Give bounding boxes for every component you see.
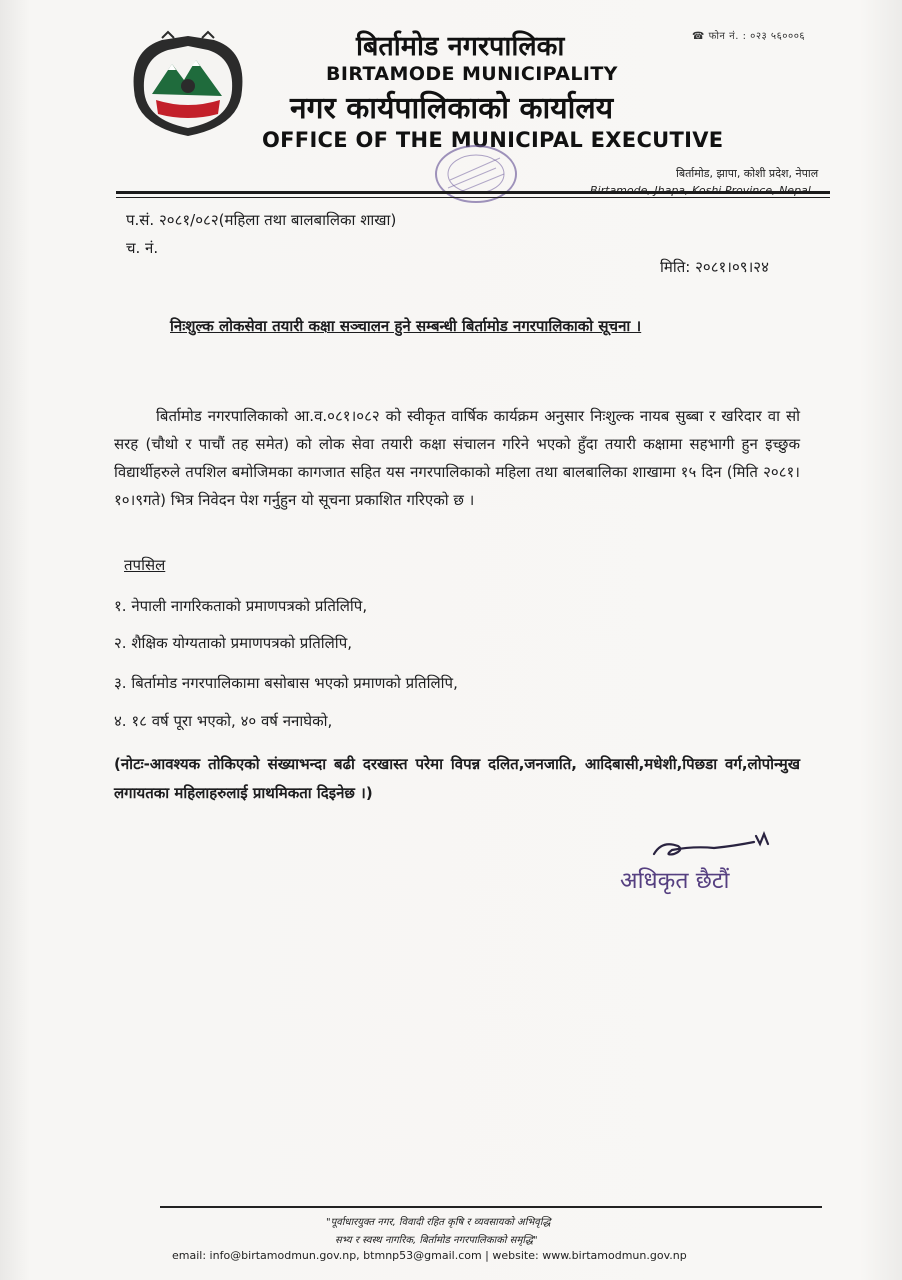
office-name-english: OFFICE OF THE MUNICIPAL EXECUTIVE [262, 128, 724, 152]
footer-slogan-line-2: सभ्य र स्वस्थ नागरिक, बिर्तामोड नगरपालिकाको समृद्धि" [335, 1235, 538, 1246]
office-stamp-seal [430, 140, 522, 204]
letterhead-divider-thin [116, 197, 830, 198]
handwritten-signature [644, 828, 784, 868]
notice-body-paragraph: बिर्तामोड नगरपालिकाको आ.व.०८१।०८२ को स्वीकृत वार्षिक कार्यक्रम अनुसार निःशुल्क नायब सुब्बा र खरिदार वा सो सरह (चौथो र पाचौं तह समेत) को लोक सेवा तयारी कक्षा संचालन गरिने भएको हुँदा तयारी कक्षामा सहभागी हुन इच्छुक विद्यार्थीहरुले तपशिल बमोजिमका कागजात सहित यस नगरपालिकाको महिला तथा बालबालिका शाखामा १५ दिन (मिति २०८१।१०।९गते) भित्र निवेदन पेश गर्नुहुन यो सूचना प्रकाशित गरिएको छ । [114, 407, 800, 509]
letterhead-divider [116, 191, 830, 194]
requirements-heading: तपसिल [124, 556, 166, 574]
footer-slogan-line-1: "पूर्वाधारयुक्त नगर, विवादी रहित कृषि र व्यवसायको अभिवृद्धि [326, 1217, 551, 1228]
signatory-title: अधिकृत छैटौं [620, 868, 730, 894]
reference-number: प.सं. २०८१/०८२(महिला तथा बालबालिका शाखा) [126, 211, 397, 229]
footer-contact-line: email: info@birtamodmun.gov.np, btmnp53@gmail.com | website: www.birtamodmun.gov.np [172, 1249, 687, 1262]
phone-number: ☎ फोन नं. : ०२३ ५६०००६ [692, 31, 806, 42]
letter-date: मिति: २०८१।०९।२४ [660, 258, 769, 276]
nepal-emblem-logo [122, 30, 254, 142]
municipality-name-english: BIRTAMODE MUNICIPALITY [326, 63, 618, 85]
dispatch-number: च. नं. [126, 239, 159, 257]
municipality-name-nepali: बिर्तामोड नगरपालिका [356, 31, 565, 62]
address-nepali: बिर्तामोड, झापा, कोशी प्रदेश, नेपाल [676, 167, 819, 180]
requirement-item: ४. १८ वर्ष पूरा भएको, ४० वर्ष ननाघेको, [114, 712, 333, 730]
requirement-item: १. नेपाली नागरिकताको प्रमाणपत्रको प्रतिलिपि, [114, 597, 368, 615]
priority-note: (नोटः-आवश्यक तोकिएको संख्याभन्दा बढी दरखास्त परेमा विपन्न दलित,जनजाति, आदिबासी,मधेशी,पिछडा वर्ग,लोपोन्मुख लगायतका महिलाहरुलाई प्राथमिकता दिइनेछ ।) [114, 755, 800, 802]
requirement-item: ३. बिर्तामोड नगरपालिकामा बसोबास भएको प्रमाणको प्रतिलिपि, [114, 674, 458, 692]
notice-subject: निःशुल्क लोकसेवा तयारी कक्षा सञ्चालन हुने सम्बन्धी बिर्तामोड नगरपालिकाको सूचना । [170, 317, 642, 335]
office-name-nepali: नगर कार्यपालिकाको कार्यालय [290, 91, 614, 126]
requirement-item: २. शैक्षिक योग्यताको प्रमाणपत्रको प्रतिलिपि, [114, 634, 352, 652]
footer-divider [160, 1206, 822, 1208]
